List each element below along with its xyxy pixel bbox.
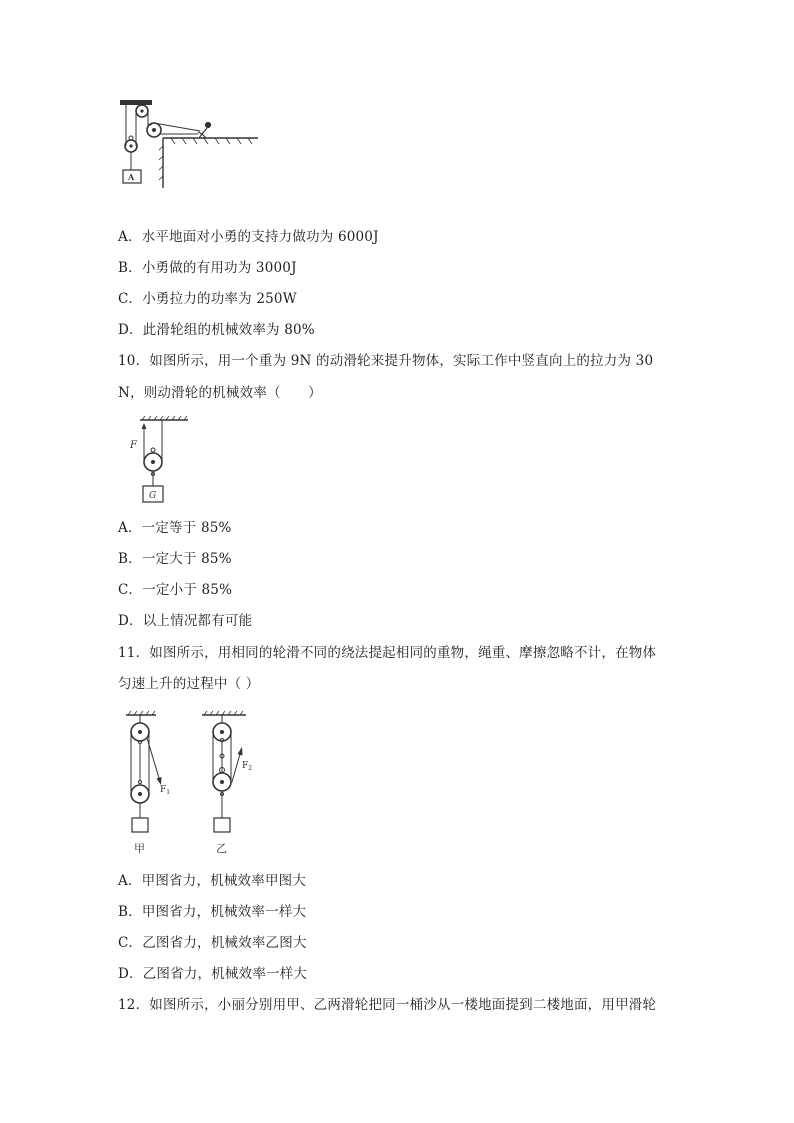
q9-option-a: A．水平地面对小勇的支持力做功为 6000J [118, 229, 379, 245]
q10-option-c: C．一定小于 85% [118, 582, 233, 598]
q10-option-b: B．一定大于 85% [118, 551, 232, 567]
q11-pulley-figures [122, 710, 262, 860]
q9-option-c: C．小勇拉力的功率为 250W [118, 291, 297, 307]
q11-right-caption: 乙 [216, 842, 227, 855]
q11-stem-line2: 匀速上升的过程中（ ） [118, 676, 260, 692]
q10-block-label: G [149, 491, 157, 501]
q9-option-b: B．小勇做的有用功为 3000J [118, 260, 297, 276]
q11-left-force-label: $F_1$ [160, 785, 171, 796]
left-weight [132, 818, 148, 832]
q10-force-label: F [130, 440, 137, 451]
q11-right-force-label: $F_2$ [242, 761, 253, 772]
q11-option-a: A．甲图省力，机械效率甲图大 [118, 873, 307, 889]
q9-option-d: D．此滑轮组的机械效率为 80% [118, 322, 315, 338]
q10-option-d: D．以上情况都有可能 [118, 613, 253, 629]
q11-option-c: C．乙图省力，机械效率乙图大 [118, 935, 307, 951]
q11-left-caption: 甲 [134, 842, 145, 855]
block-a-label: A [128, 172, 135, 182]
q12-stem-line1: 12．如图所示，小丽分别用甲、乙两滑轮把同一桶沙从一楼地面提到二楼地面，用甲滑轮 [118, 997, 657, 1013]
q10-option-a: A．一定等于 85% [118, 520, 232, 536]
q9-pulley-figure [116, 98, 266, 190]
right-weight [214, 818, 230, 832]
q11-stem-line1: 11．如图所示，用相同的轮滑不同的绕法提起相同的重物，绳重、摩擦忽略不计，在物体 [118, 645, 657, 661]
q10-stem-line2: N，则动滑轮的机械效率（ ） [118, 385, 322, 401]
ceiling-bar [120, 100, 152, 105]
q10-pulley-figure [126, 416, 196, 506]
q11-option-b: B．甲图省力，机械效率一样大 [118, 904, 307, 920]
q10-stem-line1: 10．如图所示，用一个重为 9N 的动滑轮来提升物体，实际工作中竖直向上的拉力为 30 [118, 353, 654, 369]
person-figure [198, 123, 211, 139]
q11-option-d: D．乙图省力，机械效率一样大 [118, 966, 308, 982]
